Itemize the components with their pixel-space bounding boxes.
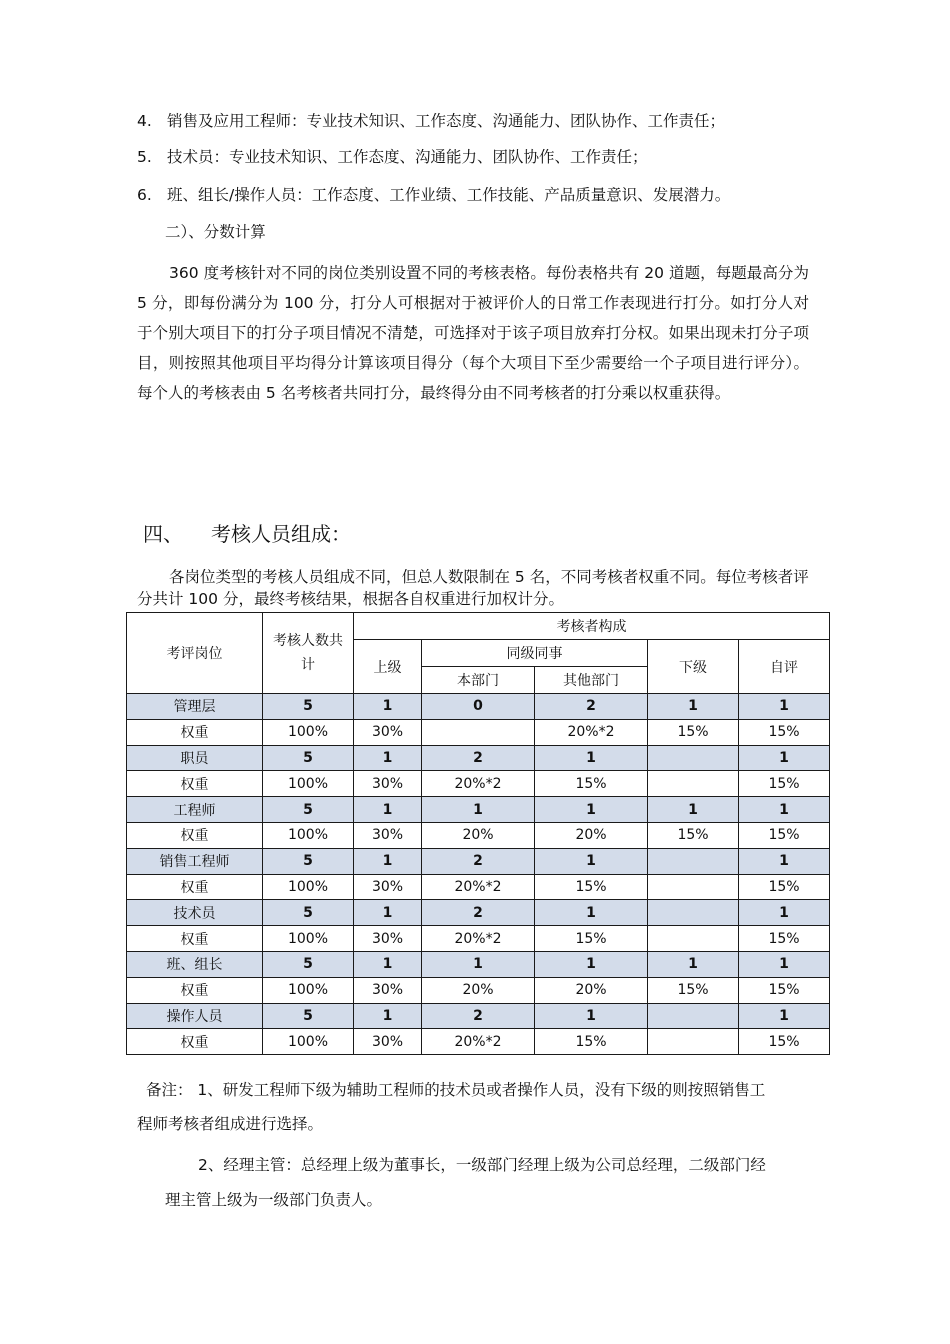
table-cell: 1 — [422, 797, 535, 823]
table-cell: 1 — [354, 951, 422, 977]
table-cell — [648, 926, 739, 952]
table-cell: 5 — [263, 694, 354, 720]
section-title: 考核人员组成： — [211, 522, 351, 546]
row-label: 权重 — [127, 874, 263, 900]
table-cell: 100% — [263, 822, 354, 848]
table-cell: 15% — [739, 719, 830, 745]
table-cell: 30% — [354, 1029, 422, 1055]
note-1-line-1: 备注： 1、研发工程师下级为辅助工程师的技术员或者操作人员，没有下级的则按照销售工 — [146, 1081, 766, 1099]
note-1-line-2: 程师考核者组成进行选择。 — [137, 1115, 324, 1133]
row-label: 班、组长 — [127, 951, 263, 977]
table-cell: 15% — [535, 1029, 648, 1055]
table-cell: 20% — [535, 822, 648, 848]
table-cell: 15% — [739, 771, 830, 797]
table-cell — [648, 771, 739, 797]
header-composition: 考核者构成 — [354, 613, 830, 640]
header-self: 自评 — [739, 640, 830, 694]
table-cell: 30% — [354, 719, 422, 745]
table-cell: 1 — [354, 1003, 422, 1029]
table-cell: 1 — [648, 694, 739, 720]
table-cell — [648, 848, 739, 874]
section-number: 四、 — [143, 522, 183, 546]
table-cell: 5 — [263, 951, 354, 977]
table-cell: 5 — [263, 900, 354, 926]
table-cell: 1 — [354, 848, 422, 874]
list-number: 4. — [137, 112, 152, 130]
table-cell: 15% — [739, 822, 830, 848]
table-cell: 15% — [648, 977, 739, 1003]
list-text: 技术员：专业技术知识、工作态度、沟通能力、团队协作、工作责任； — [167, 148, 648, 166]
count-row — [127, 1003, 830, 1029]
subheading: 二）、分数计算 — [165, 223, 266, 241]
table-cell: 30% — [354, 926, 422, 952]
assessor-table — [126, 612, 830, 1055]
weight-row — [127, 771, 830, 797]
table-cell — [648, 900, 739, 926]
count-row — [127, 694, 830, 720]
header-row — [127, 613, 830, 640]
list-item — [137, 110, 725, 132]
table-cell: 1 — [354, 745, 422, 771]
table-cell: 20% — [422, 822, 535, 848]
table-cell: 1 — [535, 797, 648, 823]
table-cell: 20%*2 — [422, 926, 535, 952]
header-same-dept: 本部门 — [422, 667, 535, 694]
table-cell: 1 — [354, 694, 422, 720]
table-cell: 1 — [535, 745, 648, 771]
row-label: 销售工程师 — [127, 848, 263, 874]
table-cell: 5 — [263, 745, 354, 771]
header-subordinate: 下级 — [648, 640, 739, 694]
table-cell: 15% — [535, 771, 648, 797]
table-cell: 5 — [263, 848, 354, 874]
table-cell: 100% — [263, 977, 354, 1003]
row-label: 权重 — [127, 926, 263, 952]
note-2-line-2: 理主管上级为一级部门负责人。 — [165, 1191, 383, 1209]
table-cell: 1 — [739, 848, 830, 874]
table-cell — [648, 1003, 739, 1029]
table-cell: 15% — [739, 1029, 830, 1055]
header-superior: 上级 — [354, 640, 422, 694]
table-cell: 2 — [422, 1003, 535, 1029]
count-row — [127, 745, 830, 771]
table-cell: 15% — [739, 926, 830, 952]
table-cell: 1 — [739, 745, 830, 771]
table-cell — [422, 719, 535, 745]
row-label: 权重 — [127, 1029, 263, 1055]
count-row — [127, 951, 830, 977]
table-cell: 20%*2 — [422, 771, 535, 797]
table-cell: 20% — [422, 977, 535, 1003]
row-label: 权重 — [127, 822, 263, 848]
table-cell — [648, 874, 739, 900]
table-cell: 5 — [263, 797, 354, 823]
table-cell: 100% — [263, 771, 354, 797]
table-cell: 30% — [354, 771, 422, 797]
table-cell: 1 — [354, 900, 422, 926]
table-cell: 1 — [535, 848, 648, 874]
score-paragraph: 360 度考核针对不同的岗位类别设置不同的考核表格。每份表格共有 20 道题，每题最高分为 5 分，即每份满分为 100 分，打分人可根据对于被评价人的日常工作表现进行打分。如打分人对于个别大项目下的打分子项目情况不清楚，可选择对于该子项目放弃打分权。如果出现未打分子项目，则按照其他项目平均得分计算该项目得分（每个大项目下至少需要给一个子项目进行评分）。每个人的考核表由 5 名考核者共同打分，最终得分由不同考核者的打分乘以权重获得。 — [137, 264, 809, 402]
table-cell: 1 — [354, 797, 422, 823]
header-other-dept: 其他部门 — [535, 667, 648, 694]
table-cell: 15% — [739, 977, 830, 1003]
header-peer: 同级同事 — [422, 640, 648, 667]
table-cell: 1 — [535, 951, 648, 977]
row-label: 职员 — [127, 745, 263, 771]
table-cell: 1 — [422, 951, 535, 977]
table-cell — [648, 1029, 739, 1055]
weight-row — [127, 926, 830, 952]
table-cell: 1 — [739, 797, 830, 823]
intro-paragraph: 各岗位类型的考核人员组成不同，但总人数限制在 5 名，不同考核者权重不同。每位考核者评分共计 100 分，最终考核结果，根据各自权重进行加权计分。 — [137, 568, 809, 608]
weight-row — [127, 822, 830, 848]
table-cell: 2 — [422, 900, 535, 926]
table-cell: 0 — [422, 694, 535, 720]
table-cell: 15% — [648, 822, 739, 848]
table-cell: 1 — [739, 694, 830, 720]
table-cell: 30% — [354, 822, 422, 848]
table-cell: 1 — [739, 900, 830, 926]
table-cell: 20%*2 — [535, 719, 648, 745]
table-cell: 15% — [535, 926, 648, 952]
table-cell: 15% — [739, 874, 830, 900]
table-cell: 1 — [739, 951, 830, 977]
table-cell: 2 — [422, 745, 535, 771]
table-cell: 100% — [263, 719, 354, 745]
table-cell: 20%*2 — [422, 1029, 535, 1055]
count-row — [127, 900, 830, 926]
row-label: 权重 — [127, 977, 263, 1003]
list-number: 6. — [137, 186, 152, 204]
table-cell: 5 — [263, 1003, 354, 1029]
weight-row — [127, 977, 830, 1003]
row-label: 操作人员 — [127, 1003, 263, 1029]
row-label: 权重 — [127, 719, 263, 745]
header-total: 考核人数共计 — [263, 613, 354, 694]
list-text: 班、组长/操作人员：工作态度、工作业绩、工作技能、产品质量意识、发展潜力。 — [167, 186, 731, 204]
section-heading — [143, 518, 351, 547]
row-label: 工程师 — [127, 797, 263, 823]
table-cell: 100% — [263, 1029, 354, 1055]
table-cell: 1 — [648, 951, 739, 977]
table-cell: 2 — [535, 694, 648, 720]
table-cell: 100% — [263, 874, 354, 900]
table-cell: 2 — [422, 848, 535, 874]
table-cell: 1 — [739, 1003, 830, 1029]
list-item — [137, 184, 730, 206]
table-cell: 15% — [648, 719, 739, 745]
table-cell: 20%*2 — [422, 874, 535, 900]
table-cell: 30% — [354, 977, 422, 1003]
weight-row — [127, 719, 830, 745]
table-cell: 1 — [535, 900, 648, 926]
row-label: 权重 — [127, 771, 263, 797]
count-row — [127, 797, 830, 823]
row-label: 技术员 — [127, 900, 263, 926]
table-cell: 1 — [535, 1003, 648, 1029]
table-cell: 15% — [535, 874, 648, 900]
table-cell: 30% — [354, 874, 422, 900]
count-row — [127, 848, 830, 874]
list-text: 销售及应用工程师：专业技术知识、工作态度、沟通能力、团队协作、工作责任； — [167, 112, 726, 130]
row-label: 管理层 — [127, 694, 263, 720]
weight-row — [127, 874, 830, 900]
table-cell: 20% — [535, 977, 648, 1003]
list-number: 5. — [137, 148, 152, 166]
table-cell — [648, 745, 739, 771]
table-cell: 1 — [648, 797, 739, 823]
table-cell: 100% — [263, 926, 354, 952]
header-position: 考评岗位 — [127, 613, 263, 694]
weight-row — [127, 1029, 830, 1055]
note-2-line-1: 2、经理主管：总经理上级为董事长，一级部门经理上级为公司总经理，二级部门经 — [198, 1156, 766, 1174]
list-item — [137, 146, 648, 168]
